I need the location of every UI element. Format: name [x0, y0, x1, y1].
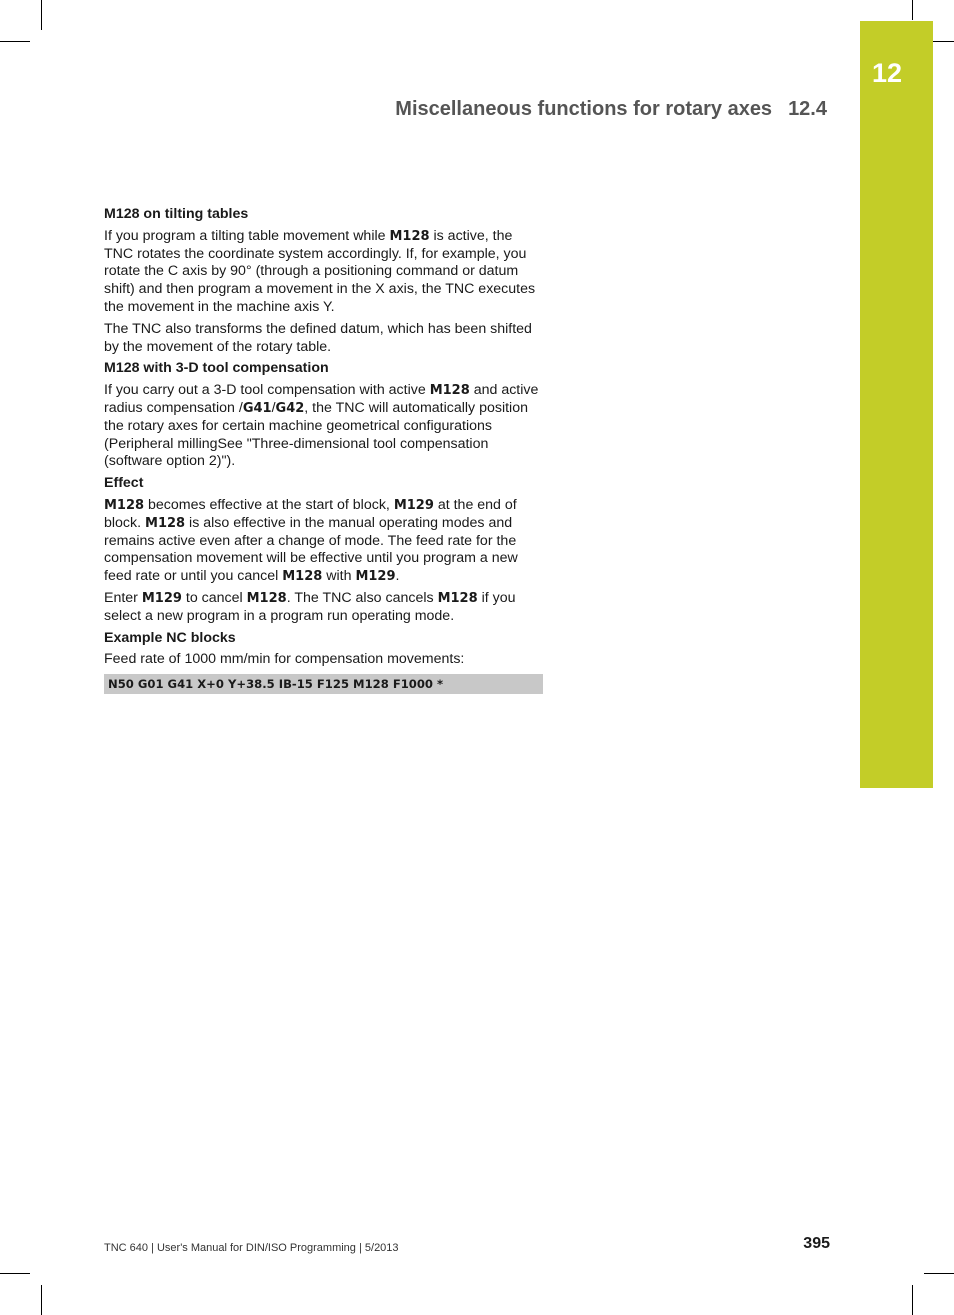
code-keyword: M128: [246, 590, 287, 606]
body-paragraph: M128 becomes effective at the start of block, M129 at the end of block. M128 is also effective in the manual operating modes and remains active even after a change of mode. The feed rate for the compensation movement will be effective until you program a new feed rate or until you cancel M128 with M129.: [104, 496, 518, 585]
crop-mark: [0, 41, 30, 42]
crop-mark: [41, 1285, 42, 1315]
crop-mark: [924, 1273, 954, 1274]
section-heading: Effect: [104, 475, 144, 492]
crop-mark: [41, 0, 42, 30]
section-heading: Example NC blocks: [104, 629, 236, 646]
code-keyword: M128: [437, 590, 478, 606]
code-keyword: M128: [389, 228, 430, 244]
crop-mark: [0, 1273, 30, 1274]
body-paragraph: Feed rate of 1000 mm/min for compensation movements:: [104, 651, 465, 668]
code-keyword: G41: [242, 400, 272, 416]
code-keyword: M128: [282, 569, 323, 585]
header-title: Miscellaneous functions for rotary axes: [395, 98, 773, 120]
chapter-tab: [860, 21, 933, 788]
chapter-number: 12: [871, 58, 903, 88]
body-paragraph: The TNC also transforms the defined datum, which has been shifted by the movement of the rotary table.: [104, 320, 532, 355]
nc-code-block: N50 G01 G41 X+0 Y+38.5 IB-15 F125 M128 F1000 *: [104, 674, 543, 694]
section-heading: M128 with 3-D tool compensation: [104, 360, 329, 377]
code-keyword: M128: [104, 497, 145, 513]
body-paragraph: If you carry out a 3-D tool compensation with active M128 and active radius compensation /G41/G42, the TNC will automatically position the rotary axes for certain machine geometrical configurations (Peripheral millingSee "Three-dimensional tool compensation (software option 2)").: [104, 382, 539, 470]
header-section: 12.4: [788, 98, 827, 120]
code-keyword: M128: [145, 515, 186, 531]
crop-mark: [912, 0, 913, 20]
code-keyword: M128: [429, 383, 470, 399]
page-number: 395: [803, 1235, 830, 1252]
body-paragraph: Enter M129 to cancel M128. The TNC also cancels M128 if you select a new program in a program run operating mode.: [104, 589, 516, 624]
body-paragraph: If you program a tilting table movement while M128 is active, the TNC rotates the coordinate system accordingly. If, for example, you rotate the C axis by 90° (through a positioning command or datum shift) and then program a movement in the X axis, the TNC executes the movement in the machine axis Y.: [104, 227, 536, 315]
crop-mark: [912, 1285, 913, 1315]
footer-text: TNC 640 | User's Manual for DIN/ISO Programming | 5/2013: [104, 1242, 399, 1254]
code-keyword: M129: [355, 569, 396, 585]
code-keyword: G42: [275, 400, 305, 416]
main-content: [104, 206, 543, 694]
code-keyword: M129: [141, 590, 182, 606]
section-heading: M128 on tilting tables: [104, 206, 249, 222]
page-header: [395, 98, 827, 121]
code-keyword: M129: [393, 497, 434, 513]
